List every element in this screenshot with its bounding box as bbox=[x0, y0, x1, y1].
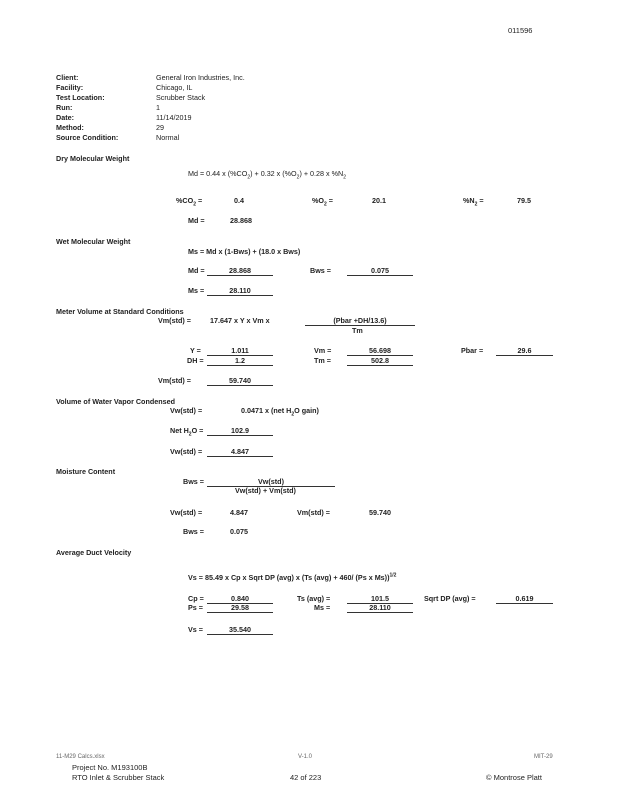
method-label: Method: bbox=[56, 123, 84, 132]
vm-label: Vm = bbox=[314, 346, 332, 355]
ms-value: 28.110 bbox=[347, 603, 413, 613]
vmstd-value: 59.740 bbox=[207, 376, 273, 386]
client-label: Client: bbox=[56, 73, 79, 82]
md-value: 28.868 bbox=[207, 266, 273, 276]
bws-formula-denominator: Vw(std) + Vm(std) bbox=[235, 486, 296, 495]
section-title: Volume of Water Vapor Condensed bbox=[56, 397, 176, 406]
vm-value: 56.698 bbox=[347, 346, 413, 356]
md-value: 28.868 bbox=[230, 216, 252, 225]
vw-label: Vw(std) = bbox=[170, 508, 203, 517]
vm-value: 59.740 bbox=[369, 508, 391, 517]
footer-form-id: MIT-29 bbox=[534, 754, 553, 760]
page-stamp-number: 011596 bbox=[508, 26, 533, 35]
pbar-label: Pbar = bbox=[461, 346, 484, 355]
source-condition-label: Source Condition: bbox=[56, 133, 119, 142]
y-label: Y = bbox=[190, 346, 201, 355]
vs-label: Vs = bbox=[188, 625, 203, 634]
footer-filename: 11-M29 Calcs.xlsx bbox=[56, 754, 105, 760]
o2-label: $\%O_2$ = bbox=[312, 196, 333, 208]
co2-value: 0.4 bbox=[234, 196, 244, 205]
bws-formula-label: Bws = bbox=[183, 477, 204, 486]
vmstd-label: Vm(std) = bbox=[158, 376, 191, 385]
section-title: Dry Molecular Weight bbox=[56, 154, 130, 163]
date-value: 11/14/2019 bbox=[156, 113, 192, 122]
bws-value: 0.075 bbox=[347, 266, 413, 276]
tm-value: 502.8 bbox=[347, 356, 413, 366]
vmstd-formula-lhs: Vm(std) = bbox=[158, 316, 191, 325]
client-value: General Iron Industries, Inc. bbox=[156, 73, 245, 82]
footer-project-number: Project No. M193100B bbox=[72, 763, 148, 772]
y-value: 1.011 bbox=[207, 346, 273, 356]
source-condition-value: Normal bbox=[156, 133, 180, 142]
footer-version: V-1.0 bbox=[298, 754, 313, 760]
facility-label: Facility: bbox=[56, 83, 84, 92]
velocity-formula: Vs = 85.49 x Cp x Sqrt DP (avg) x (Ts (avg) + 460/ (Ps x Ms))$^{1/2}$ bbox=[188, 572, 397, 582]
dh-label: DH = bbox=[187, 356, 204, 365]
method-value: 29 bbox=[156, 123, 164, 132]
date-label: Date: bbox=[56, 113, 74, 122]
co2-label: $\%CO_2$ = bbox=[176, 196, 203, 208]
net-h2o-value: 102.9 bbox=[207, 426, 273, 436]
cp-value: 0.840 bbox=[207, 594, 273, 604]
ts-label: Ts (avg) = bbox=[297, 594, 331, 603]
section-title: Wet Molecular Weight bbox=[56, 237, 131, 246]
facility-value: Chicago, IL bbox=[156, 83, 193, 92]
pbar-value: 29.6 bbox=[496, 346, 553, 356]
md-label: Md = bbox=[188, 266, 205, 275]
vmstd-formula-denominator: Tm bbox=[352, 326, 363, 335]
dry-mw-formula: Md = 0.44 x $(\%CO_2) + 0.32$ x $(\%O_2) + 0.28$ x $\%N_2$ bbox=[188, 169, 346, 181]
section-title: Meter Volume at Standard Conditions bbox=[56, 307, 184, 316]
test-location-label: Test Location: bbox=[56, 93, 105, 102]
wet-mw-formula: Ms = Md x (1-Bws) + (18.0 x Bws) bbox=[188, 247, 301, 256]
footer-location: RTO Inlet & Scrubber Stack bbox=[72, 773, 165, 782]
test-location-value: Scrubber Stack bbox=[156, 93, 206, 102]
section-title: Average Duct Velocity bbox=[56, 548, 132, 557]
ms-value: 28.110 bbox=[207, 286, 273, 296]
o2-value: 20.1 bbox=[372, 196, 386, 205]
md-label: Md = bbox=[188, 216, 205, 225]
vm-label: Vm(std) = bbox=[297, 508, 330, 517]
net-h2o-label: Net $H_2O$ = bbox=[170, 426, 204, 438]
ps-label: Ps = bbox=[188, 603, 203, 612]
n2-label: $\%N_2$ = bbox=[463, 196, 484, 208]
vwstd-label: Vw(std) = bbox=[170, 447, 203, 456]
footer-page-number: 42 of 223 bbox=[290, 773, 322, 782]
ms-label: Ms = bbox=[314, 603, 331, 612]
cp-label: Cp = bbox=[188, 594, 204, 603]
vwstd-value: 4.847 bbox=[207, 447, 273, 457]
dh-value: 1.2 bbox=[207, 356, 273, 366]
ms-label: Ms = bbox=[188, 286, 205, 295]
vs-value: 35.540 bbox=[207, 625, 273, 635]
bws-result-value: 0.075 bbox=[230, 527, 248, 536]
vwstd-formula-rhs: 0.0471 x (net $H_2O$ gain) bbox=[241, 406, 319, 418]
bws-result-label: Bws = bbox=[183, 527, 204, 536]
bws-label: Bws = bbox=[310, 266, 331, 275]
section-title: Moisture Content bbox=[56, 467, 116, 476]
tm-label: Tm = bbox=[314, 356, 331, 365]
run-label: Run: bbox=[56, 103, 73, 112]
run-value: 1 bbox=[156, 103, 160, 112]
sqrt-dp-value: 0.619 bbox=[496, 594, 553, 604]
footer-company: © Montrose Platt bbox=[486, 773, 542, 782]
vw-value: 4.847 bbox=[230, 508, 248, 517]
sqrt-dp-label: Sqrt DP (avg) = bbox=[424, 594, 476, 603]
ps-value: 29.58 bbox=[207, 603, 273, 613]
bws-formula-numerator: Vw(std) bbox=[207, 477, 335, 487]
vmstd-formula-numerator: (Pbar +DH/13.6) bbox=[305, 316, 415, 326]
vwstd-formula-lhs: Vw(std) = bbox=[170, 406, 203, 415]
n2-value: 79.5 bbox=[517, 196, 531, 205]
vmstd-formula-mid: 17.647 x Y x Vm x bbox=[210, 316, 270, 325]
ts-value: 101.5 bbox=[347, 594, 413, 604]
